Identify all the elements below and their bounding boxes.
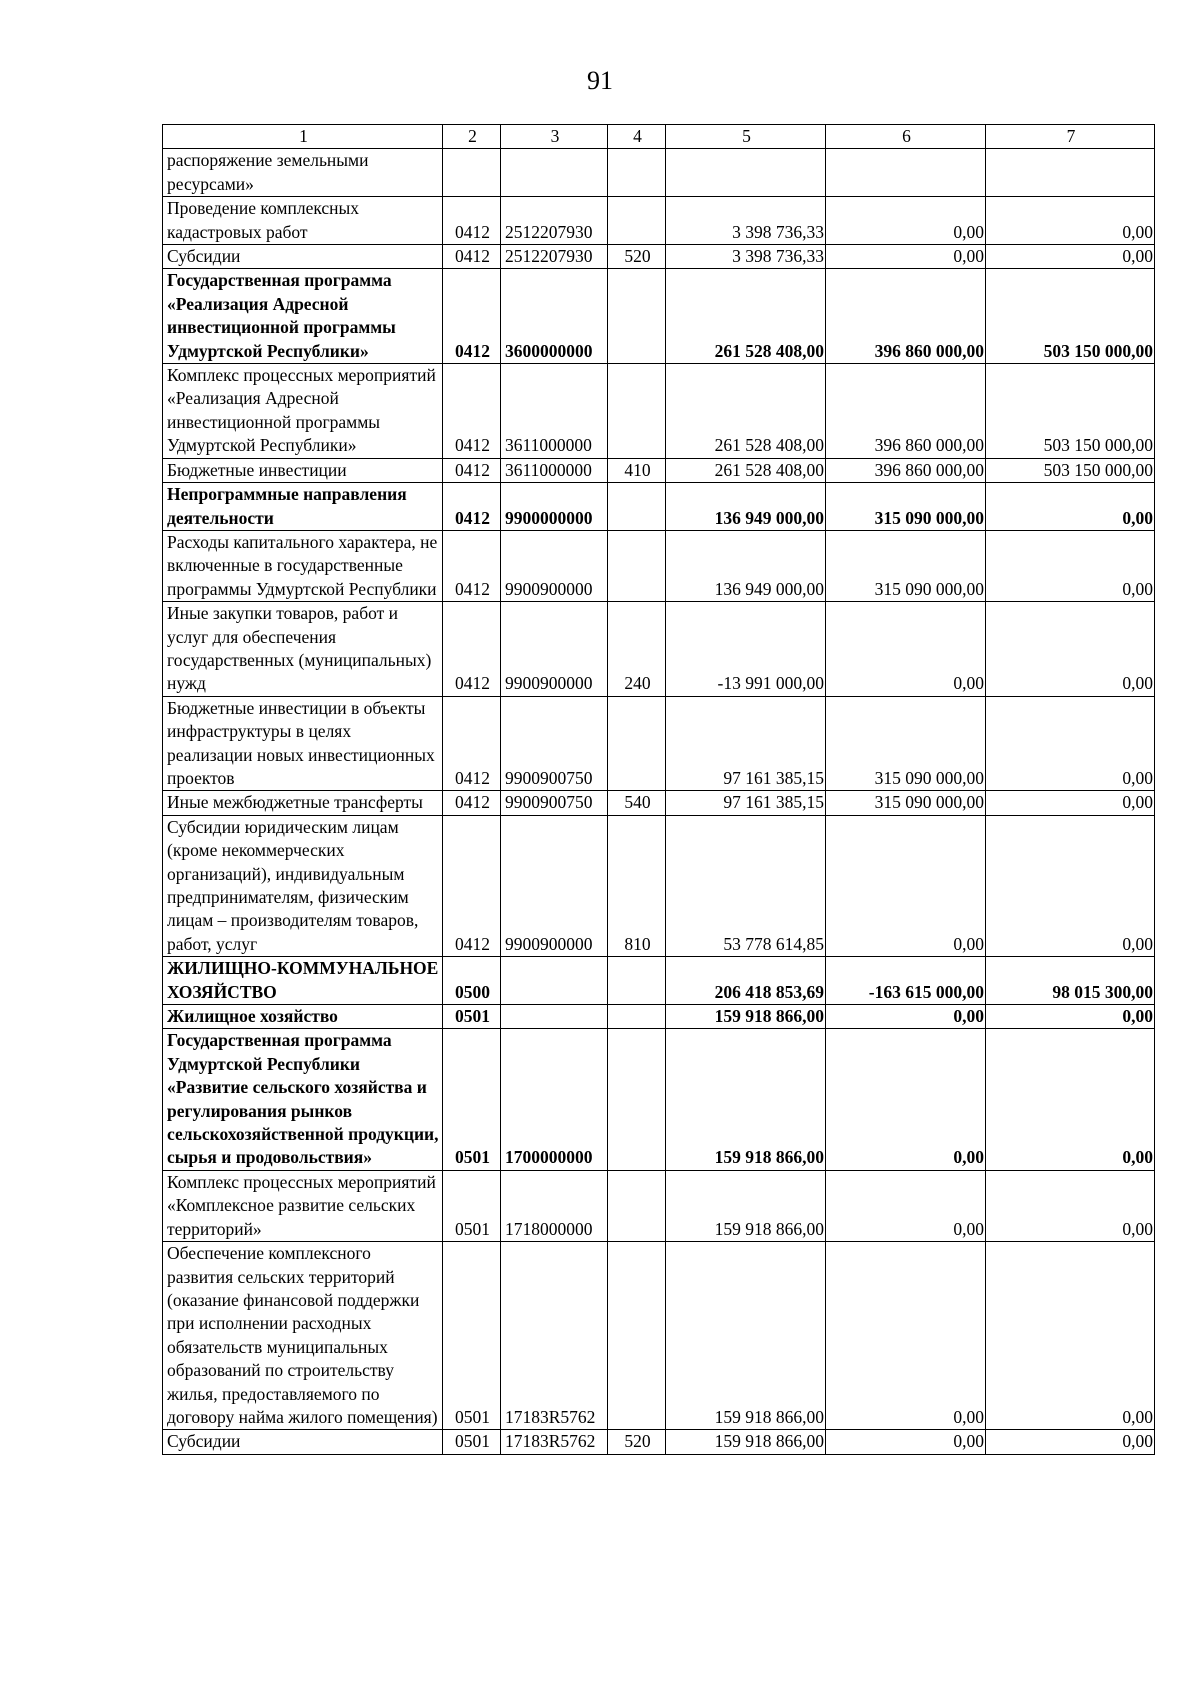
cell-expense-type: 410: [608, 458, 666, 482]
cell-amount-col5: 159 918 866,00: [666, 1170, 826, 1241]
cell-amount-col7: 503 150 000,00: [986, 364, 1155, 459]
table-row: [163, 696, 1155, 791]
cell-section-code: 0501: [443, 1430, 501, 1454]
cell-section-code: 0412: [443, 269, 501, 364]
cell-amount-col6: 0,00: [826, 245, 986, 269]
cell-section-code: 0412: [443, 364, 501, 459]
cell-amount-col6: 0,00: [826, 1242, 986, 1430]
cell-amount-col5: 3 398 736,33: [666, 197, 826, 245]
cell-amount-col5: 53 778 614,85: [666, 815, 826, 956]
cell-expense-type: [608, 957, 666, 1005]
cell-section-code: 0412: [443, 458, 501, 482]
table-row: [163, 364, 1155, 459]
table-row: [163, 245, 1155, 269]
cell-target-code: 1718000000: [501, 1170, 608, 1241]
cell-amount-col7: 0,00: [986, 815, 1155, 956]
table-row: [163, 149, 1155, 197]
cell-name: Непрограммные направления деятельности: [163, 483, 443, 531]
cell-amount-col7: 0,00: [986, 1242, 1155, 1430]
cell-amount-col7: [986, 149, 1155, 197]
cell-expense-type: [608, 1170, 666, 1241]
cell-amount-col6: 396 860 000,00: [826, 364, 986, 459]
table-row: [163, 458, 1155, 482]
cell-name: Субсидии: [163, 245, 443, 269]
table-row: [163, 1242, 1155, 1430]
header-cell: 3: [501, 125, 608, 149]
table-row: [163, 1005, 1155, 1029]
cell-name: Государственная программа «Реализация Адресной инвестиционной программы Удмуртской Республики»: [163, 269, 443, 364]
cell-amount-col7: 0,00: [986, 245, 1155, 269]
table-row: [163, 483, 1155, 531]
cell-target-code: 3611000000: [501, 458, 608, 482]
cell-name: Расходы капитального характера, не включенные в государственные программы Удмуртской Республики: [163, 530, 443, 601]
cell-target-code: 9900900000: [501, 815, 608, 956]
cell-target-code: 9900900750: [501, 696, 608, 791]
cell-amount-col6: 396 860 000,00: [826, 269, 986, 364]
cell-amount-col6: [826, 149, 986, 197]
cell-expense-type: 520: [608, 1430, 666, 1454]
table-row: [163, 815, 1155, 956]
cell-section-code: 0412: [443, 602, 501, 697]
header-cell: 1: [163, 125, 443, 149]
cell-amount-col7: 503 150 000,00: [986, 269, 1155, 364]
cell-amount-col5: 206 418 853,69: [666, 957, 826, 1005]
cell-name: Бюджетные инвестиции: [163, 458, 443, 482]
cell-name: Иные межбюджетные трансферты: [163, 791, 443, 815]
cell-section-code: 0501: [443, 1005, 501, 1029]
cell-amount-col7: 0,00: [986, 197, 1155, 245]
cell-expense-type: 540: [608, 791, 666, 815]
cell-name: Жилищное хозяйство: [163, 1005, 443, 1029]
cell-name: распоряжение земельными ресурсами»: [163, 149, 443, 197]
cell-section-code: 0412: [443, 530, 501, 601]
cell-target-code: 17183R5762: [501, 1242, 608, 1430]
header-cell: 6: [826, 125, 986, 149]
cell-name: Субсидии юридическим лицам (кроме некоммерческих организаций), индивидуальным предпринимателям, физическим лицам – производителям товаров, работ, услуг: [163, 815, 443, 956]
cell-target-code: [501, 1005, 608, 1029]
cell-target-code: 9900900000: [501, 530, 608, 601]
cell-target-code: [501, 957, 608, 1005]
cell-target-code: 17183R5762: [501, 1430, 608, 1454]
cell-target-code: 2512207930: [501, 245, 608, 269]
cell-amount-col6: 315 090 000,00: [826, 791, 986, 815]
cell-section-code: 0501: [443, 1029, 501, 1170]
cell-amount-col6: 0,00: [826, 602, 986, 697]
cell-expense-type: [608, 269, 666, 364]
budget-table: [162, 124, 1155, 1455]
cell-amount-col5: -13 991 000,00: [666, 602, 826, 697]
cell-expense-type: [608, 1005, 666, 1029]
cell-amount-col7: 0,00: [986, 791, 1155, 815]
cell-amount-col5: 261 528 408,00: [666, 269, 826, 364]
cell-amount-col5: 159 918 866,00: [666, 1430, 826, 1454]
cell-expense-type: [608, 530, 666, 601]
cell-amount-col5: 159 918 866,00: [666, 1242, 826, 1430]
cell-amount-col7: 0,00: [986, 1005, 1155, 1029]
cell-target-code: 2512207930: [501, 197, 608, 245]
cell-amount-col7: 0,00: [986, 602, 1155, 697]
cell-amount-col5: 159 918 866,00: [666, 1029, 826, 1170]
cell-amount-col6: 0,00: [826, 197, 986, 245]
cell-expense-type: [608, 197, 666, 245]
table-row: [163, 1029, 1155, 1170]
cell-section-code: 0501: [443, 1170, 501, 1241]
cell-amount-col5: 261 528 408,00: [666, 364, 826, 459]
cell-amount-col6: 315 090 000,00: [826, 530, 986, 601]
cell-expense-type: 240: [608, 602, 666, 697]
cell-section-code: 0412: [443, 791, 501, 815]
cell-amount-col6: 315 090 000,00: [826, 483, 986, 531]
table-row: [163, 602, 1155, 697]
table-row: [163, 1170, 1155, 1241]
cell-amount-col7: 98 015 300,00: [986, 957, 1155, 1005]
cell-expense-type: [608, 1029, 666, 1170]
cell-name: Субсидии: [163, 1430, 443, 1454]
cell-amount-col5: 136 949 000,00: [666, 483, 826, 531]
cell-target-code: 9900900000: [501, 602, 608, 697]
cell-name: Иные закупки товаров, работ и услуг для обеспечения государственных (муниципальных) нужд: [163, 602, 443, 697]
cell-amount-col5: 136 949 000,00: [666, 530, 826, 601]
cell-name: Комплекс процессных мероприятий «Комплексное развитие сельских территорий»: [163, 1170, 443, 1241]
cell-amount-col6: 0,00: [826, 1005, 986, 1029]
cell-name: Бюджетные инвестиции в объекты инфраструктуры в целях реализации новых инвестиционных проектов: [163, 696, 443, 791]
cell-name: Государственная программа Удмуртской Республики «Развитие сельского хозяйства и регулирования рынков сельскохозяйственной продукции, сырья и продовольствия»: [163, 1029, 443, 1170]
cell-amount-col6: 396 860 000,00: [826, 458, 986, 482]
page-number: 91: [587, 66, 613, 95]
cell-amount-col5: 261 528 408,00: [666, 458, 826, 482]
cell-target-code: 3611000000: [501, 364, 608, 459]
cell-name: Проведение комплексных кадастровых работ: [163, 197, 443, 245]
cell-section-code: 0412: [443, 815, 501, 956]
cell-amount-col6: 315 090 000,00: [826, 696, 986, 791]
cell-amount-col5: 159 918 866,00: [666, 1005, 826, 1029]
cell-expense-type: [608, 149, 666, 197]
header-cell: 2: [443, 125, 501, 149]
table-body: [163, 125, 1155, 1455]
cell-target-code: 9900000000: [501, 483, 608, 531]
table-row: [163, 197, 1155, 245]
cell-target-code: 1700000000: [501, 1029, 608, 1170]
cell-section-code: 0500: [443, 957, 501, 1005]
cell-target-code: [501, 149, 608, 197]
cell-amount-col7: 0,00: [986, 1170, 1155, 1241]
cell-name: Обеспечение комплексного развития сельских территорий (оказание финансовой поддержки при исполнении расходных обязательств муниципальных образований по строительству жилья, предоставляемого по договору найма жилого помещения): [163, 1242, 443, 1430]
table-row: [163, 1430, 1155, 1454]
cell-amount-col5: 97 161 385,15: [666, 791, 826, 815]
cell-amount-col6: 0,00: [826, 815, 986, 956]
cell-expense-type: [608, 696, 666, 791]
cell-amount-col7: 0,00: [986, 1430, 1155, 1454]
header-cell: 5: [666, 125, 826, 149]
cell-target-code: 9900900750: [501, 791, 608, 815]
cell-section-code: 0412: [443, 245, 501, 269]
table-row: [163, 791, 1155, 815]
cell-amount-col7: 503 150 000,00: [986, 458, 1155, 482]
cell-section-code: 0501: [443, 1242, 501, 1430]
cell-section-code: [443, 149, 501, 197]
cell-amount-col5: 97 161 385,15: [666, 696, 826, 791]
cell-amount-col6: 0,00: [826, 1170, 986, 1241]
table-header-row: [163, 125, 1155, 149]
cell-name: ЖИЛИЩНО-КОММУНАЛЬНОЕ ХОЗЯЙСТВО: [163, 957, 443, 1005]
cell-section-code: 0412: [443, 696, 501, 791]
cell-amount-col7: 0,00: [986, 696, 1155, 791]
cell-section-code: 0412: [443, 483, 501, 531]
cell-expense-type: [608, 1242, 666, 1430]
cell-amount-col7: 0,00: [986, 1029, 1155, 1170]
cell-amount-col5: [666, 149, 826, 197]
cell-section-code: 0412: [443, 197, 501, 245]
cell-amount-col6: 0,00: [826, 1029, 986, 1170]
table-row: [163, 269, 1155, 364]
cell-amount-col7: 0,00: [986, 530, 1155, 601]
cell-amount-col5: 3 398 736,33: [666, 245, 826, 269]
cell-amount-col7: 0,00: [986, 483, 1155, 531]
cell-amount-col6: -163 615 000,00: [826, 957, 986, 1005]
table-row: [163, 530, 1155, 601]
cell-expense-type: [608, 483, 666, 531]
cell-name: Комплекс процессных мероприятий «Реализация Адресной инвестиционной программы Удмуртской Республики»: [163, 364, 443, 459]
table-row: [163, 957, 1155, 1005]
cell-expense-type: 810: [608, 815, 666, 956]
header-cell: 4: [608, 125, 666, 149]
cell-target-code: 3600000000: [501, 269, 608, 364]
cell-amount-col6: 0,00: [826, 1430, 986, 1454]
cell-expense-type: [608, 364, 666, 459]
header-cell: 7: [986, 125, 1155, 149]
cell-expense-type: 520: [608, 245, 666, 269]
